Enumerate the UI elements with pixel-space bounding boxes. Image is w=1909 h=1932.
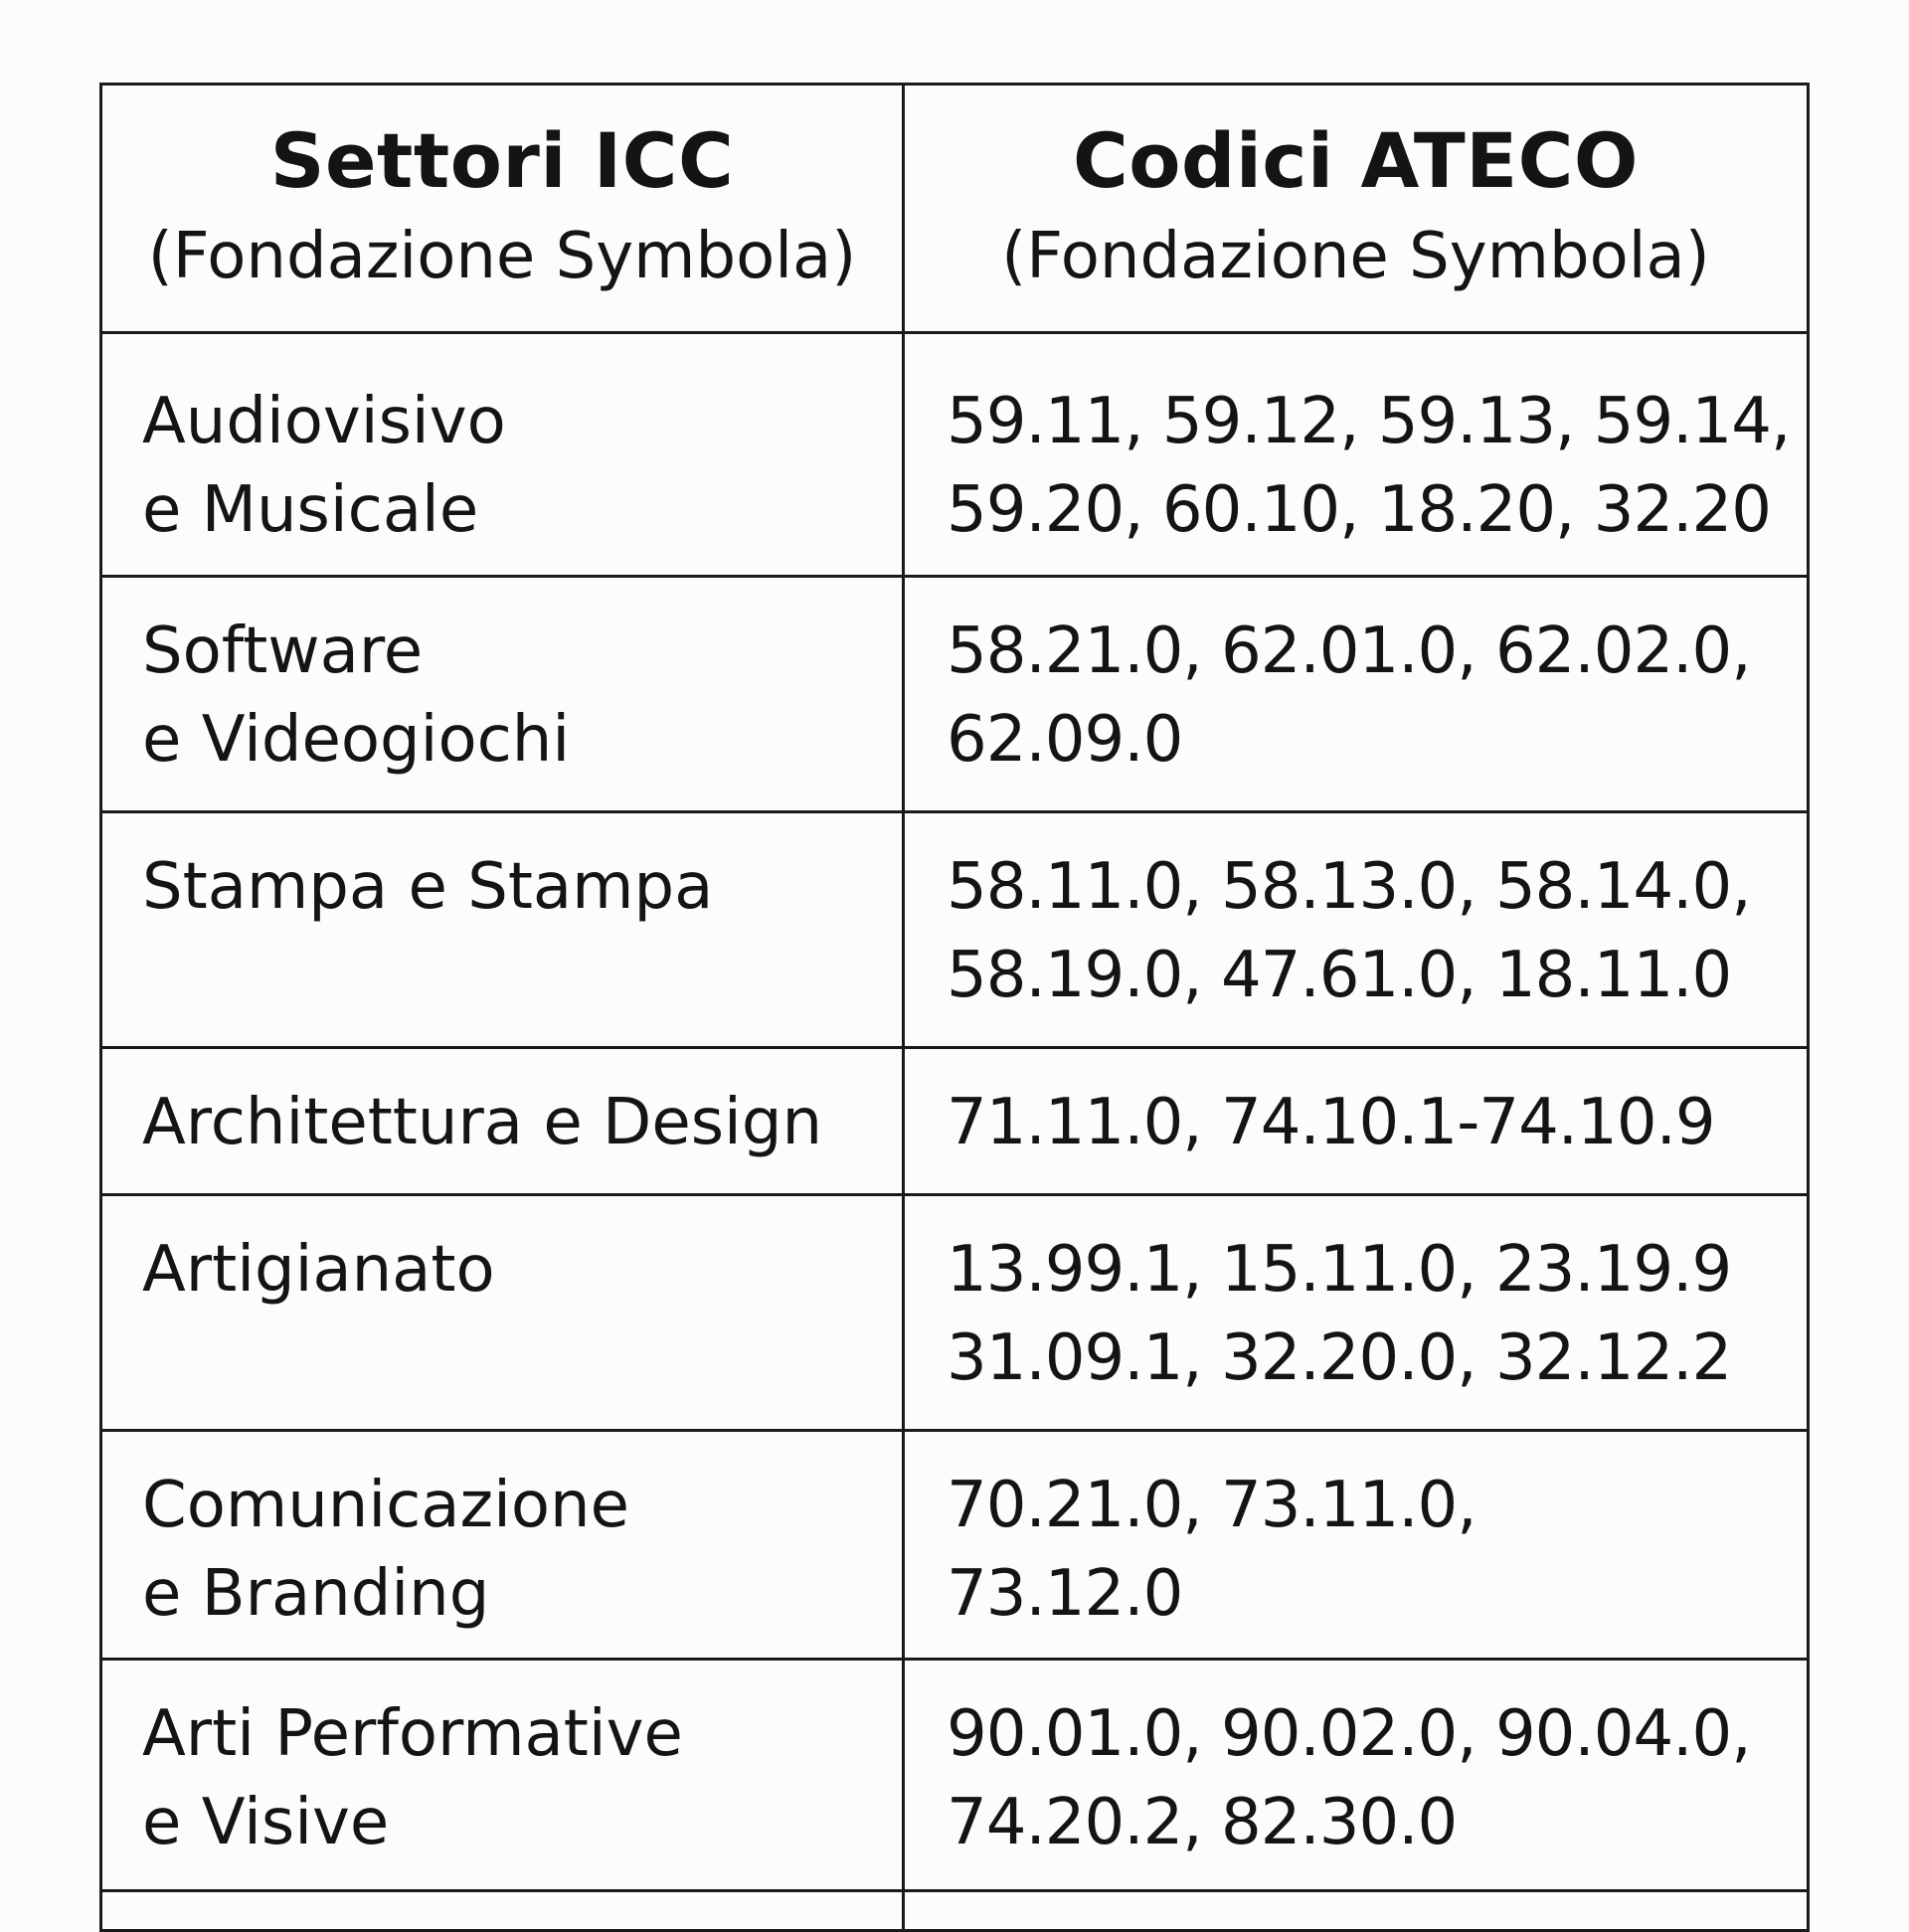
header-sector-title: Settori ICC [269,115,735,205]
codes-cell: 71.11.0, 74.10.1-74.10.9 [905,1049,1807,1196]
sector-cell: Audiovisivo e Musicale [102,334,905,578]
codes-cell: 59.11, 59.12, 59.13, 59.14, 59.20, 60.10, 18.20, 32.20 [905,334,1807,578]
codes-cell: 70.21.0, 73.11.0, 73.12.0 [905,1432,1807,1661]
header-codes-subtitle: (Fondazione Symbola) [1001,219,1710,293]
sector-cell: Comunicazione e Branding [102,1432,905,1661]
codes-cell: 58.11.0, 58.13.0, 58.14.0, 58.19.0, 47.61.0, 18.11.0 [905,813,1807,1049]
codes-cell: 58.21.0, 62.01.0, 62.02.0, 62.09.0 [905,578,1807,813]
empty-codes-cell [905,1892,1807,1932]
sector-cell: Artigianato [102,1196,905,1432]
sector-cell: Software e Videogiochi [102,578,905,813]
header-codes-cell [905,86,1807,334]
sector-cell: Architettura e Design [102,1049,905,1196]
ateco-table [99,83,1810,1932]
header-sector-cell [102,86,905,334]
codes-cell: 90.01.0, 90.02.0, 90.04.0, 74.20.2, 82.30.0 [905,1661,1807,1892]
sector-cell: Arti Performative e Visive [102,1661,905,1892]
codes-cell: 13.99.1, 15.11.0, 23.19.9 31.09.1, 32.20.0, 32.12.2 [905,1196,1807,1432]
header-sector-subtitle: (Fondazione Symbola) [147,219,857,293]
empty-sector-cell [102,1892,905,1932]
sector-cell: Stampa e Stampa [102,813,905,1049]
header-codes-title: Codici ATECO [1072,115,1640,205]
